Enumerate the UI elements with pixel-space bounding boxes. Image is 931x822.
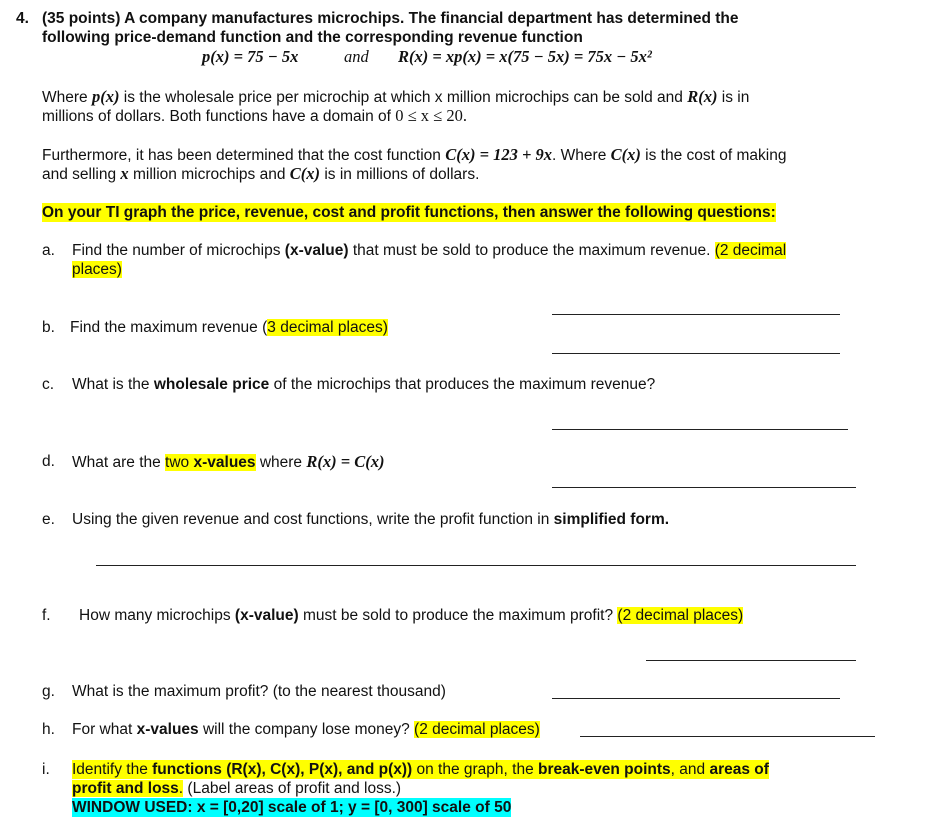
para1-line2: millions of dollars. Both functions have a domain of 0 ≤ x ≤ 20. [42,106,467,125]
question-a-text-line2: places) [72,261,122,278]
question-e-text: Using the given revenue and cost functions, write the profit function in simplified form. [72,511,670,528]
question-i-text-line2: profit and loss. (Label areas of profit and loss.) [72,780,402,797]
answer-line-e[interactable] [96,565,856,566]
answer-line-h[interactable] [580,736,875,737]
answer-line-b[interactable] [552,353,840,354]
question-h-label: h. [42,721,55,738]
answer-line-a[interactable] [552,314,840,315]
formula-and: and [344,47,369,66]
instruction-banner: On your TI graph the price, revenue, cost and profit functions, then answer the following questions: [42,204,776,221]
answer-line-g[interactable] [552,698,840,699]
question-b-label: b. [42,319,55,336]
question-e-label: e. [42,511,55,528]
question-g-text: What is the maximum profit? (to the nearest thousand) [72,683,446,700]
para1-line1: Where p(x) is the wholesale price per microchip at which x million microchips can be sold and R(x) is in [42,87,750,106]
revenue-function: R(x) = xp(x) = x(75 − 5x) = 75x − 5x² [398,47,652,66]
question-d-label: d. [42,453,55,470]
question-header-line2: following price-demand function and the corresponding revenue function [42,29,583,46]
question-c-label: c. [42,376,55,393]
question-i-text-line1: Identify the functions (R(x), C(x), P(x), and p(x)) on the graph, the break-even points, and areas of [72,761,769,778]
question-f-label: f. [42,607,51,624]
window-settings: WINDOW USED: x = [0,20] scale of 1; y = [0, 300] scale of 50 [72,799,512,816]
para2-line2: and selling x million microchips and C(x) is in millions of dollars. [42,164,480,183]
para2-line1: Furthermore, it has been determined that the cost function C(x) = 123 + 9x. Where C(x) is the cost of making [42,145,787,164]
question-i-label: i. [42,761,50,778]
question-d-text: What are the two x-values where R(x) = C(x) [72,452,385,471]
question-g-label: g. [42,683,55,700]
question-a-label: a. [42,242,55,259]
question-header-line1: (35 points) A company manufactures microchips. The financial department has determined the [42,10,739,27]
question-number: 4. [16,10,29,27]
answer-line-d[interactable] [552,487,856,488]
answer-line-c[interactable] [552,429,848,430]
question-f-text: How many microchips (x-value) must be sold to produce the maximum profit? (2 decimal places) [79,607,744,624]
question-c-text: What is the wholesale price of the microchips that produces the maximum revenue? [72,376,656,393]
question-h-text: For what x-values will the company lose money? (2 decimal places) [72,721,540,738]
question-b-text: Find the maximum revenue (3 decimal places) [70,319,388,336]
answer-line-f[interactable] [646,660,856,661]
price-demand-function: p(x) = 75 − 5x [202,47,299,66]
question-a-text: Find the number of microchips (x-value) that must be sold to produce the maximum revenue. (2 decimal [72,242,787,259]
